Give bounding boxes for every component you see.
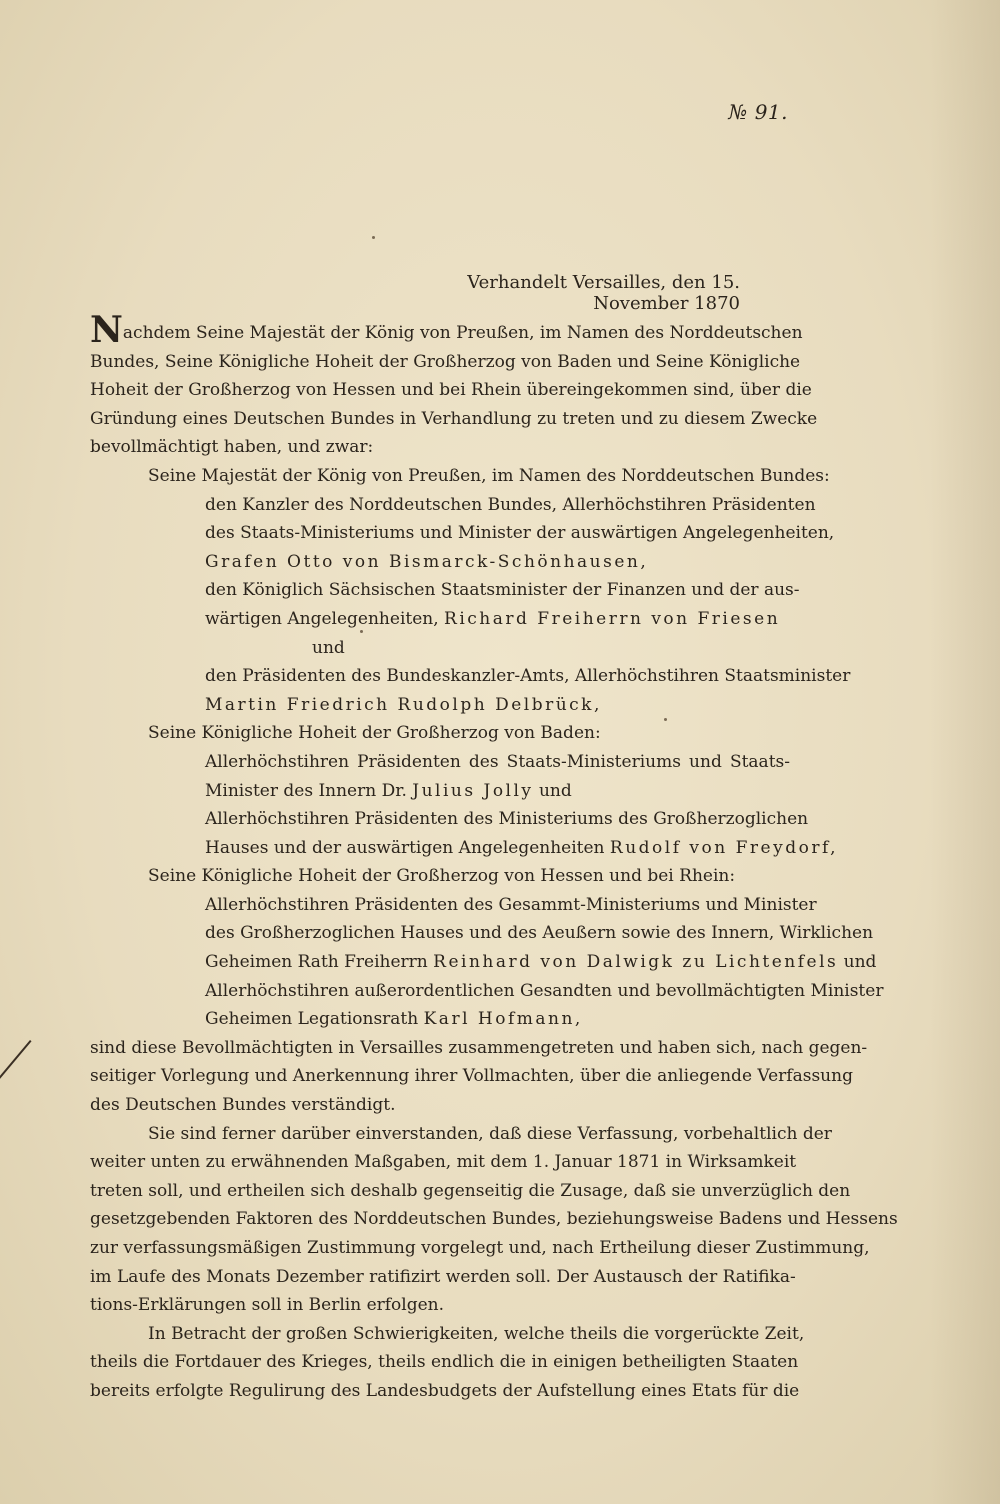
closing-line: seitiger Vorlegung und Anerkennung ihrer Vollmachten, über die anliegende Verfassung [90,1066,853,1087]
prussia-heading: Seine Majestät der König von Preußen, im Namen des Norddeutschen Bundes: [148,465,830,486]
intro-line: Hoheit der Großherzog von Hessen und bei Rhein übereingekommen sind, über die [90,380,812,401]
plenipotentiary-name: Rudolf von Freydorf, [609,837,839,858]
paragraph-line: theils die Fortdauer des Krieges, theils endlich die in einigen betheiligten Staaten [90,1352,799,1373]
hessen-line: Geheimen Rath Freiherrn Reinhard von Dalwigk zu Lichtenfels und [205,952,877,973]
paragraph-line: Sie sind ferner darüber einverstanden, daß diese Verfassung, vorbehaltlich der [148,1123,832,1144]
baden-line: Hauses und der auswärtigen Angelegenheiten Rudolf von Freydorf, [205,837,839,858]
hessen-line: Allerhöchstihren außerordentlichen Gesandten und bevollmächtigten Minister [205,980,884,1001]
intro-line: Nachdem Seine Majestät der König von Preußen, im Namen des Norddeutschen [90,309,803,351]
baden-line: Allerhöchstihren Präsidenten des Staats-Ministeriums und Staats- [205,751,790,772]
paragraph-line: tions-Erklärungen soll in Berlin erfolgen. [90,1295,445,1316]
intro-line: Gründung eines Deutschen Bundes in Verhandlung zu treten und zu diesem Zwecke [90,408,818,429]
page-edge-shadow [930,0,1000,1504]
document-body [90,309,898,1406]
baden-heading: Seine Königliche Hoheit der Großherzog von Baden: [148,723,601,744]
dateline: Verhandelt Versailles, den 15. November 1870 [467,272,740,314]
plenipotentiary-name: Grafen Otto von Bismarck-Schönhausen, [205,551,649,572]
paragraph-line: treten soll, und ertheilen sich deshalb gegenseitig die Zusage, daß sie unverzüglich den [90,1180,851,1201]
prussia-line: den Kanzler des Norddeutschen Bundes, Allerhöchstihren Präsidenten [205,494,816,515]
baden-line: Minister des Innern Dr. Julius Jolly und [205,780,572,801]
paper-speck [372,236,375,239]
prussia-line: den Präsidenten des Bundeskanzler-Amts, Allerhöchstihren Staatsminister [205,666,851,687]
hessen-line: des Großherzoglichen Hauses und des Aeußern sowie des Innern, Wirklichen [205,923,874,944]
hessen-line: Allerhöchstihren Präsidenten des Gesammt-Ministeriums und Minister [205,894,817,915]
plenipotentiary-name: Martin Friedrich Rudolph Delbrück, [205,694,602,715]
paragraph-line: In Betracht der großen Schwierigkeiten, welche theils die vorgerückte Zeit, [148,1323,805,1344]
baden-line: Allerhöchstihren Präsidenten des Ministeriums des Großherzoglichen [205,809,809,830]
plenipotentiary-name: Julius Jolly [412,780,534,801]
paragraph-line: gesetzgebenden Faktoren des Norddeutschen Bundes, beziehungsweise Badens und Hessens [90,1209,898,1230]
page-number: № 91. [728,100,788,124]
prussia-line: des Staats-Ministeriums und Minister der auswärtigen Angelegenheiten, [205,523,835,544]
plenipotentiary-name: Karl Hofmann, [423,1009,583,1030]
prussia-line: den Königlich Sächsischen Staatsminister der Finanzen und der aus- [205,580,800,601]
drop-cap: N [90,309,123,351]
hessen-heading: Seine Königliche Hoheit der Großherzog von Hessen und bei Rhein: [148,866,736,887]
intro-line: Bundes, Seine Königliche Hoheit der Großherzog von Baden und Seine Königliche [90,351,801,372]
prussia-line: wärtigen Angelegenheiten, Richard Freiherrn von Friesen [205,608,781,629]
paper-speck [360,630,363,633]
paragraph-line: zur verfassungsmäßigen Zustimmung vorgelegt und, nach Ertheilung dieser Zustimmung, [90,1238,870,1258]
hessen-line: Geheimen Legationsrath Karl Hofmann, [205,1009,583,1030]
paragraph-line: im Laufe des Monats Dezember ratifizirt werden soll. Der Austausch der Ratifika- [90,1266,796,1287]
paper-speck [664,718,667,721]
closing-line: des Deutschen Bundes verständigt. [90,1095,396,1116]
plenipotentiary-name: Richard Freiherrn von Friesen [444,608,781,629]
paragraph-line: weiter unten zu erwähnenden Maßgaben, mit dem 1. Januar 1871 in Wirksamkeit [90,1152,797,1173]
paragraph-line: bereits erfolgte Regulirung des Landesbudgets der Aufstellung eines Etats für die [90,1380,800,1401]
closing-line: sind diese Bevollmächtigten in Versailles zusammengetreten und haben sich, nach gegen- [90,1037,868,1058]
plenipotentiary-name: Reinhard von Dalwigk zu Lichtenfels [433,952,839,973]
conjunction-und: und [312,637,345,658]
intro-line: bevollmächtigt haben, und zwar: [90,437,374,458]
margin-pencil-stroke [0,1040,32,1112]
